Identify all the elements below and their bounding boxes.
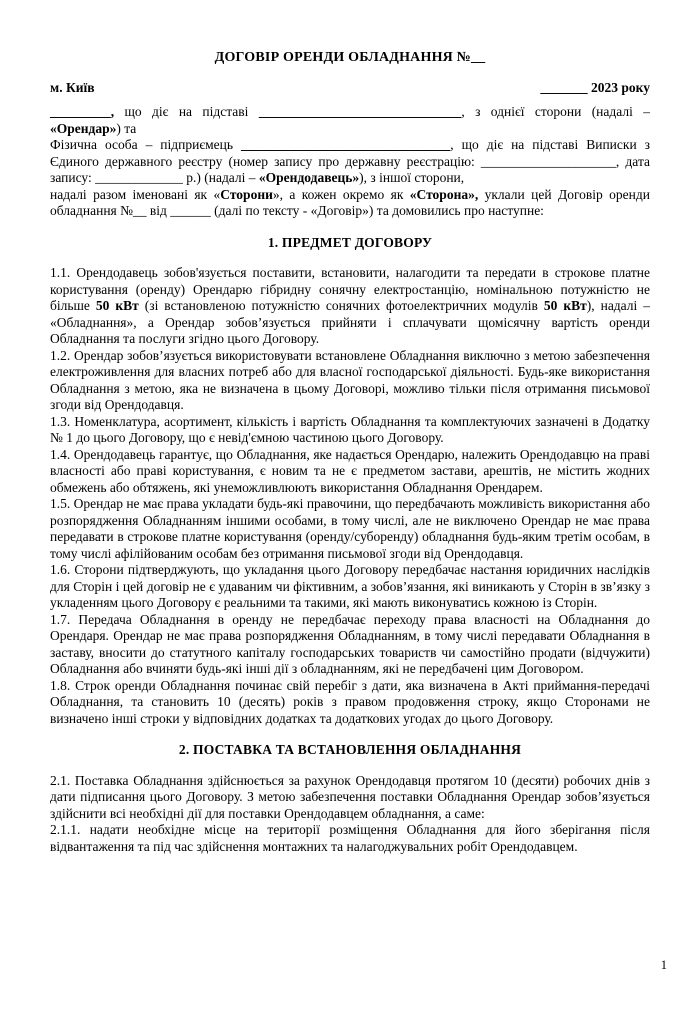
date-label: _______ 2023 року (540, 79, 650, 95)
text-segment: (зі встановленою потужністю сонячних фотоелектричних модулів (138, 298, 544, 313)
paragraph (50, 265, 650, 348)
text-segment: ) та (116, 120, 137, 136)
text-segment: ), надалі – «Обладнання», а Орендар зобов’язується прийняти і сплачувати щомісячну вартість оренди Обладнання та послуги згідно цього Договору. (50, 298, 650, 346)
bold-text-segment: 1. ПРЕДМЕТ ДОГОВОРУ (267, 234, 433, 250)
text-segment: 2.1. Поставка Обладнання здійснюється за рахунок Орендодавця протягом 10 (десяти) робочих днів з дати підписання цього Договору. З метою забезпечення поставки Обладнання Орендар зобов’язується здійснити всі необхідні дії для поставки Орендодавцем обладнання, а саме: (50, 772, 650, 821)
bold-text-segment: ______________________________ (258, 104, 462, 119)
paragraph (50, 104, 650, 137)
paragraph (50, 348, 650, 414)
paragraph (50, 187, 650, 220)
paragraph (50, 137, 650, 187)
paragraph (50, 414, 650, 447)
text-segment: , що діє на підставі Виписки з Єдиного державного реєстру (номер запису про державну реєстрацію: ____________________, дата запису: _____________ р.) (надалі – (50, 137, 650, 185)
page-number: 1 (660, 958, 667, 972)
text-segment: 1.3. Номенклатура, асортимент, кількість і вартість Обладнання та комплектуючих зазначені в Додатку № 1 до цього Договору, що є невід'ємною частиною цього Договору. (50, 413, 650, 445)
text-segment: 1.2. Орендар зобов’язується використовувати встановлене Обладнання виключно з метою забезпечення електроживлення для власних потреб або для власної господарської діяльності. Будь-яке використання Обладнання з метою, яка не визначена в цьому Договорі, можливо тільки після отримання письмової згоди від Орендодавця. (50, 347, 650, 412)
city-label: м. Київ (50, 79, 95, 95)
bold-text-segment: «Сторона», (409, 186, 479, 202)
bold-text-segment: 50 кВт (543, 298, 587, 313)
bold-text-segment: «Орендодавець» (258, 170, 360, 185)
text-segment: 1.8. Строк оренди Обладнання починає свій перебіг з дати, яка визначена в Акті приймання-передачі Обладнання, та становить 10 (десять) років з правом продовження строку, якщо Сторонами не визначено інші строки у відповідних додатках та додаткових угодах до цього Договору. (50, 677, 650, 726)
document-title: ДОГОВІР ОРЕНДИ ОБЛАДНАННЯ №__ (214, 50, 486, 65)
text-segment: уклали цей Договір оренди обладнання №__ від ______ (далі по тексту - «Договір») та домовились про наступне: (50, 186, 650, 218)
paragraph (50, 496, 650, 562)
text-segment: що діє на підставі (114, 104, 259, 119)
paragraph (50, 773, 650, 823)
bold-text-segment: 50 кВт (95, 298, 139, 313)
text-segment: 1.4. Орендодавець гарантує, що Обладнання, яке надається Орендарю, належить Орендодавцю на праві власності або праві користування, є новим та не є предметом застави, арештів, не містить жодних обмежень або обтяжень, які унеможливлюють використання Обладнання Орендарем. (50, 446, 650, 495)
text-segment: Фізична особа – підприємець (50, 137, 242, 152)
text-segment: 1.1. Орендодавець зобов'язується поставити, встановити, налагодити та передати в строкове платне користування (оренду) Орендарю гібридну сонячну електростанцію, номінальною потужністю не більше (50, 265, 650, 313)
paragraph (50, 678, 650, 728)
text-segment: ), з іншої сторони, (359, 170, 465, 185)
document-body (50, 104, 650, 855)
text-segment: 1.6. Сторони підтверджують, що укладання цього Договору передбачає настання юридичних наслідків для Сторін і цей договір не є удаваним чи фіктивним, а зобов’язання, які виникають у Сторін в зв’язку з укладенням цього Договору є реальними та такими, які мають виконуватись кожною із Сторін. (50, 562, 650, 610)
paragraph (50, 447, 650, 497)
bold-text-segment: 2. ПОСТАВКА ТА ВСТАНОВЛЕННЯ ОБЛАДНАННЯ (178, 742, 522, 757)
paragraph (50, 562, 650, 612)
text-segment: 1.7. Передача Обладнання в оренду не передбачає переходу права власності на Обладнання до Орендаря. Орендар не має права розпорядження Обладнанням, в тому числі передавати Обладнання в заставу, вносити до статутного капіталу господарських товариств чи самостійно продати (відчужити) Обладнання або вчиняти будь-які інші дії з обладнанням, які не передбачені цим Договором. (50, 611, 650, 676)
bold-text-segment: _________, (50, 104, 115, 119)
text-segment: », а кожен окремо як (272, 186, 410, 202)
bold-text-segment: _______________________________ (241, 137, 451, 152)
text-segment: 2.1.1. надати необхідне місце на території розміщення Обладнання для його зберігання після відвантаження та під час здійснення монтажних та налагоджувальних робіт Орендодавцем. (50, 822, 650, 854)
bold-text-segment: «Орендар» (50, 120, 117, 136)
bold-text-segment: Сторони (220, 186, 273, 202)
paragraph (50, 822, 650, 855)
text-segment: 1.5. Орендар не має права укладати будь-які правочини, що передбачають можливість використання або розпорядження Обладнанням іншими особами, в тому числі, але не виключено Орендар не має права передавати в строкове платне користування (оренду/суборенду) обладнання будь-яким третім особам, в тому числі афілійованим особам без отримання письмової згоди від Орендодавця. (50, 496, 650, 561)
section-heading (50, 742, 650, 759)
text-segment: надалі разом іменовані як « (50, 186, 221, 202)
section-heading (50, 235, 650, 252)
paragraph (50, 612, 650, 678)
dateline (50, 80, 650, 97)
text-segment: , з однієї сторони (надалі – (461, 104, 650, 119)
